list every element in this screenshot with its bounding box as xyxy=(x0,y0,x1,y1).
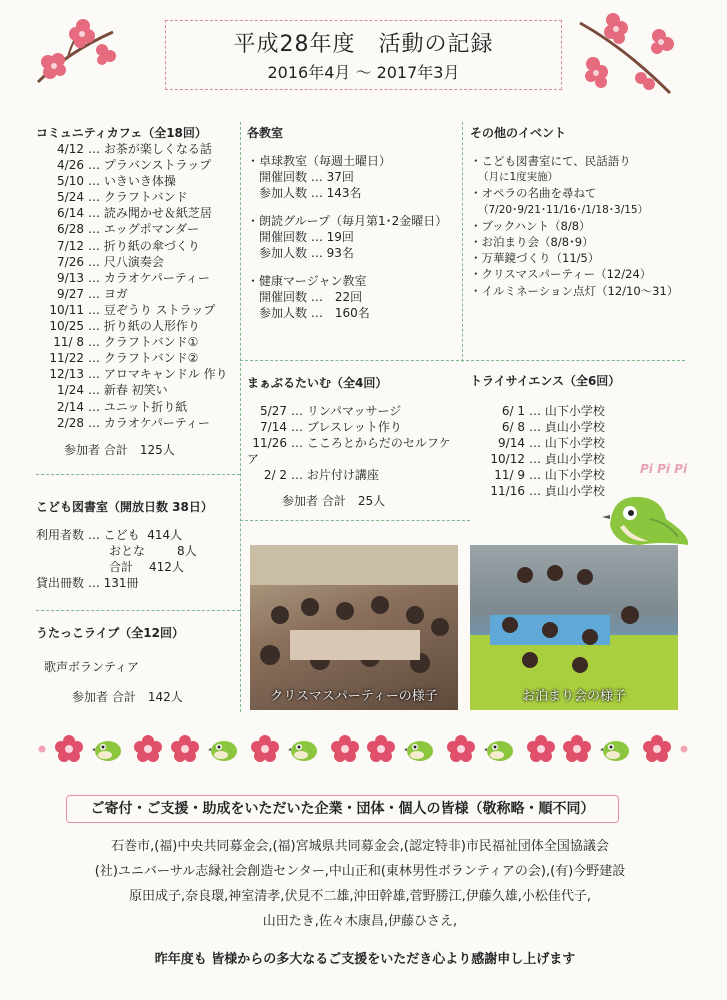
activity: … リンパマッサージ xyxy=(291,404,402,418)
class-name: ・卓球教室（毎週土曜日） xyxy=(247,154,392,168)
plum-blossom-icon xyxy=(251,735,279,763)
date: 5/27 xyxy=(260,404,287,418)
plum-blossom-icon xyxy=(575,8,685,98)
divider xyxy=(36,474,240,475)
plum-blossom-icon xyxy=(447,735,475,763)
plum-blossom-icon xyxy=(134,735,162,763)
activity: … クラフトバンド① xyxy=(88,335,199,350)
bird-icon xyxy=(92,734,126,764)
date: 4/26 xyxy=(57,158,84,173)
thanks-heading: ご寄付・ご支援・助成をいただいた企業・団体・個人の皆様（敬称略・順不同） xyxy=(66,795,619,823)
event-item: ・イルミネーション点灯（12/10～31） xyxy=(470,283,679,298)
date: 5/10 xyxy=(57,174,84,189)
cafe-item xyxy=(36,302,241,318)
closing-message: 昨年度も 皆様からの多大なるご支援をいただき心より感謝申し上げます xyxy=(154,952,576,967)
activity: … 山下小学校 xyxy=(529,436,605,451)
decorative-border xyxy=(38,732,688,766)
utakko-sub: 歌声ボランティア xyxy=(44,660,140,674)
date: 2/14 xyxy=(57,399,84,414)
donor-line: 原田成子,奈良環,神室清孝,伏見不二雄,沖田幹雄,菅野勝江,伊藤久雄,小松佳代子, xyxy=(128,889,592,904)
event-item: ・お泊まり会（8/8･9） xyxy=(470,235,594,250)
utakko-section xyxy=(36,624,241,705)
activity: … エッグポマンダー xyxy=(88,222,200,237)
date: 7/12 xyxy=(57,238,84,253)
library-section xyxy=(36,498,241,591)
date: 6/ 8 xyxy=(501,420,525,435)
activity: … ユニット折り紙 xyxy=(88,399,188,414)
community-cafe-section xyxy=(36,124,241,458)
section-title: トライサイエンス（全6回） xyxy=(470,374,621,388)
activity: … お片付け講座 xyxy=(291,468,379,483)
date: 10/12 xyxy=(490,452,525,467)
event-item: ・万華鏡づくり（11/5） xyxy=(470,251,600,266)
date: 6/ 1 xyxy=(501,404,525,418)
cafe-item xyxy=(36,286,241,302)
class-line2: 参加人数 … 93名 xyxy=(259,246,354,260)
mama-total: 参加者 合計 25人 xyxy=(282,494,386,509)
date: 6/14 xyxy=(57,206,84,221)
date: 11/ 9 xyxy=(494,468,525,483)
plum-blossom-icon xyxy=(643,735,671,763)
section-title: コミュニティカフェ（全18回） xyxy=(36,126,207,140)
library-label: おとな xyxy=(109,544,146,558)
activity: … 山下小学校 xyxy=(529,468,605,483)
cafe-item xyxy=(36,318,241,334)
activity: … クラフトバンド② xyxy=(88,351,199,366)
section-title: その他のイベント xyxy=(470,126,567,140)
cafe-item xyxy=(36,173,241,189)
date: 11/26 xyxy=(252,436,287,451)
activity: … お茶が楽しくなる話 xyxy=(88,142,212,156)
cafe-item xyxy=(36,270,241,286)
class-name: ・朗読グループ（毎月第1･2金曜日） xyxy=(247,214,448,228)
plum-blossom-icon xyxy=(55,735,83,763)
period: 2016年4月 ～ 2017年3月 xyxy=(267,63,460,82)
sleepover-photo xyxy=(470,545,678,710)
activity: … 山下小学校 xyxy=(529,404,605,418)
cafe-item xyxy=(36,399,241,415)
activity: … アロマキャンドル 作り xyxy=(88,367,228,382)
christmas-photo xyxy=(250,545,458,710)
class-block xyxy=(247,273,462,321)
photo-caption: お泊まり会の様子 xyxy=(521,689,626,704)
activity: … 豆ぞうり ストラップ xyxy=(88,302,216,317)
activity: … クラフトバンド xyxy=(88,190,188,205)
plum-blossom-icon xyxy=(563,735,591,763)
classes-section xyxy=(247,124,462,333)
divider xyxy=(462,122,463,362)
class-line2: 参加人数 … 160名 xyxy=(259,306,370,320)
cafe-list xyxy=(36,141,241,431)
dot-icon xyxy=(680,745,688,753)
event-item: ・クリスマスパーティー（12/24） xyxy=(470,267,652,282)
bird-icon xyxy=(600,734,634,764)
activity: … ヨガ xyxy=(88,286,128,301)
cafe-item xyxy=(36,415,241,431)
date: 6/28 xyxy=(57,222,84,237)
activity: … ブレスレット作り xyxy=(291,420,402,435)
library-label: 利用者数 … こども xyxy=(36,528,140,542)
cafe-item xyxy=(36,141,241,157)
activity: … プラバンストラップ xyxy=(88,158,212,173)
page-title: 平成28年度 活動の記録 xyxy=(233,32,494,57)
event-item: ・ブックハント（8/8） xyxy=(470,218,591,233)
class-line2: 参加人数 … 143名 xyxy=(259,186,362,200)
date: 7/26 xyxy=(57,254,84,269)
utakko-total: 参加者 合計 142人 xyxy=(72,690,183,704)
class-line1: 開催回数 … 19回 xyxy=(259,230,354,244)
section-title: こども図書室（開放日数 38日） xyxy=(36,500,213,514)
date: 9/14 xyxy=(498,436,525,451)
cafe-item xyxy=(36,334,241,350)
date: 11/22 xyxy=(49,351,84,366)
plum-blossom-icon xyxy=(28,12,123,97)
dot-icon xyxy=(38,745,46,753)
donor-line: 山田たき,佐々木康昌,伊藤ひさえ, xyxy=(262,914,458,929)
activity: … 読み聞かせ＆紙芝居 xyxy=(88,206,212,221)
date: 2/28 xyxy=(57,415,84,430)
cafe-item xyxy=(36,366,241,382)
date: 7/14 xyxy=(260,420,287,435)
tri-item xyxy=(470,403,685,419)
date: 9/27 xyxy=(57,286,84,301)
section-title: 各教室 xyxy=(247,126,284,140)
section-title: うたっこライブ（全12回） xyxy=(36,626,184,640)
cafe-item xyxy=(36,350,241,366)
cafe-total: 参加者 合計 125人 xyxy=(64,442,175,457)
activity: … 貞山小学校 xyxy=(529,484,605,499)
class-line1: 開催回数 … 37回 xyxy=(259,170,354,184)
donor-line: (社)ユニバーサル志縁社会創造センター,中山正和(東林男性ボランティアの会),(有)今野建設 xyxy=(94,864,626,879)
activity: … 貞山小学校 xyxy=(529,420,605,435)
bird-text: Pi Pi Pi xyxy=(640,462,688,476)
bird-icon xyxy=(404,734,438,764)
date: 1/24 xyxy=(57,383,84,398)
library-value: 412人 xyxy=(149,560,184,574)
cafe-item xyxy=(36,205,241,221)
class-line1: 開催回数 … 22回 xyxy=(259,290,363,304)
class-name: ・健康マージャン教室 xyxy=(247,274,367,288)
divider xyxy=(36,610,240,611)
cafe-item xyxy=(36,157,241,173)
plum-blossom-icon xyxy=(331,735,359,763)
activity: … いきいき体操 xyxy=(88,174,176,189)
activity: … こころとからだのセルフケア xyxy=(247,436,451,467)
plum-blossom-icon xyxy=(171,735,199,763)
section-title: まぁぶるたいむ（全4回） xyxy=(247,376,388,390)
library-books: 貸出冊数 … 131冊 xyxy=(36,576,139,590)
activity: … カラオケパーティー xyxy=(88,415,210,430)
cafe-item xyxy=(36,382,241,398)
date: 5/24 xyxy=(57,190,84,205)
library-value: 8人 xyxy=(177,544,197,558)
class-block xyxy=(247,153,462,201)
plum-blossom-icon xyxy=(527,735,555,763)
activity: … 新春 初笑い xyxy=(88,383,168,398)
activity: … 折り紙の傘づくり xyxy=(88,238,200,253)
event-item: （月に1度実施） xyxy=(478,171,559,184)
photo-caption: クリスマスパーティーの様子 xyxy=(270,689,438,704)
cafe-item xyxy=(36,254,241,270)
donor-line: 石巻市,(福)中央共同募金会,(福)宮城県共同募金会,(認定特非)市民福祉団体全国協議会 xyxy=(111,839,609,854)
event-item: ・こども図書室にて、民話語り xyxy=(470,154,631,168)
tri-science-section xyxy=(470,372,688,500)
class-block xyxy=(247,213,462,261)
mama-item xyxy=(247,467,462,483)
date: 10/11 xyxy=(49,302,84,317)
bird-icon xyxy=(288,734,322,764)
tri-item xyxy=(470,419,685,435)
bird-icon xyxy=(208,734,242,764)
plum-blossom-icon xyxy=(367,735,395,763)
mama-item xyxy=(247,435,462,467)
library-value: 414人 xyxy=(147,528,183,542)
date: 9/13 xyxy=(57,270,84,285)
activity: … 折り紙の人形作り xyxy=(88,319,200,334)
mama-breaktime-section xyxy=(247,374,462,510)
divider xyxy=(240,360,685,361)
mama-item xyxy=(247,403,462,419)
cafe-item xyxy=(36,238,241,254)
divider xyxy=(240,520,470,521)
event-item: （7/20･9/21･11/16･/1/18･3/15） xyxy=(478,203,649,216)
other-events-section xyxy=(470,124,710,299)
bird-icon xyxy=(484,734,518,764)
cafe-item xyxy=(36,221,241,237)
title-box xyxy=(165,20,562,90)
tri-item xyxy=(470,435,685,451)
event-item: ・オペラの名曲を尋ねて xyxy=(470,186,597,201)
activity: … 貞山小学校 xyxy=(529,452,605,467)
date: 11/16 xyxy=(490,484,525,499)
donor-list xyxy=(40,834,680,934)
activity: … 尺八演奏会 xyxy=(88,254,164,269)
library-label: 合計 xyxy=(109,560,134,574)
date: 2/ 2 xyxy=(263,468,287,483)
mama-item xyxy=(247,419,462,435)
date: 10/25 xyxy=(49,319,84,334)
cafe-item xyxy=(36,189,241,205)
date: 12/13 xyxy=(49,367,84,382)
date: 11/ 8 xyxy=(53,335,84,350)
date: 4/12 xyxy=(57,142,84,156)
activity: … カラオケパーティー xyxy=(88,270,210,285)
